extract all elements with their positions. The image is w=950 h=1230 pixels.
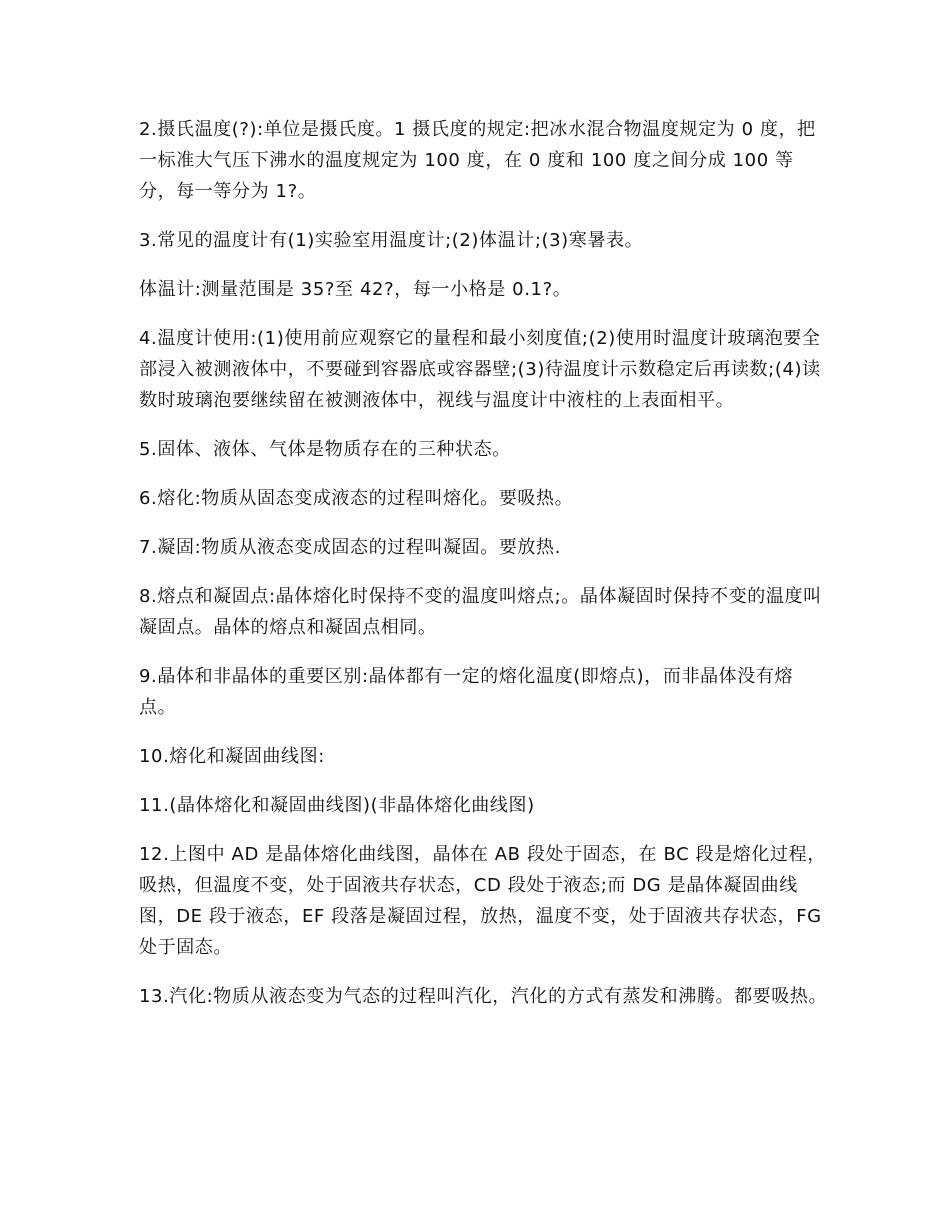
paragraph-melting: 6.熔化:物质从固态变成液态的过程叫熔化。要吸热。 xyxy=(139,488,574,509)
paragraph-curve-heading: 10.熔化和凝固曲线图: xyxy=(139,746,325,767)
document-body xyxy=(139,114,829,1030)
paragraph-thermometer-types: 3.常见的温度计有(1)实验室用温度计;(2)体温计;(3)寒暑表。 xyxy=(139,230,644,251)
paragraph-clinical-thermometer: 体温计:测量范围是 35?至 42?，每一小格是 0.1?。 xyxy=(139,279,572,300)
paragraph-states-of-matter: 5.固体、液体、气体是物质存在的三种状态。 xyxy=(139,439,511,460)
paragraph-curve-explanation: 12.上图中 AD 是晶体熔化曲线图，晶体在 AB 段处于固态，在 BC 段是熔化过程，吸热，但温度不变，处于固液共存状态，CD 段处于液态;而 DG 是晶体凝固曲线图，DE 段于液态，EF 段落是凝固过程，放热，温度不变，处于固液共存状态，FG 处于固态。 xyxy=(139,844,826,958)
paragraph-vaporization: 13.汽化:物质从液态变为气态的过程叫汽化，汽化的方式有蒸发和沸腾。都要吸热。 xyxy=(139,986,828,1007)
paragraph-solidification: 7.凝固:物质从液态变成固态的过程叫凝固。要放热. xyxy=(139,537,561,558)
paragraph-celsius: 2.摄氏温度(?):单位是摄氏度。1 摄氏度的规定:把冰水混合物温度规定为 0 度，把一标准大气压下沸水的温度规定为 100 度，在 0 度和 100 度之间分成 100 等分，每一等分为 1?。 xyxy=(139,119,816,202)
paragraph-thermometer-usage: 4.温度计使用:(1)使用前应观察它的量程和最小刻度值;(2)使用时温度计玻璃泡要全部浸入被测液体中，不要碰到容器底或容器壁;(3)待温度计示数稳定后再读数;(4)读数时玻璃泡要继续留在被测液体中，视线与温度计中液柱的上表面相平。 xyxy=(139,328,821,411)
paragraph-melting-point: 8.熔点和凝固点:晶体熔化时保持不变的温度叫熔点;。晶体凝固时保持不变的温度叫凝固点。晶体的熔点和凝固点相同。 xyxy=(139,586,822,638)
paragraph-curve-captions: 11.(晶体熔化和凝固曲线图)(非晶体熔化曲线图) xyxy=(139,795,535,816)
paragraph-crystal-difference: 9.晶体和非晶体的重要区别:晶体都有一定的熔化温度(即熔点)，而非晶体没有熔点。 xyxy=(139,666,794,718)
